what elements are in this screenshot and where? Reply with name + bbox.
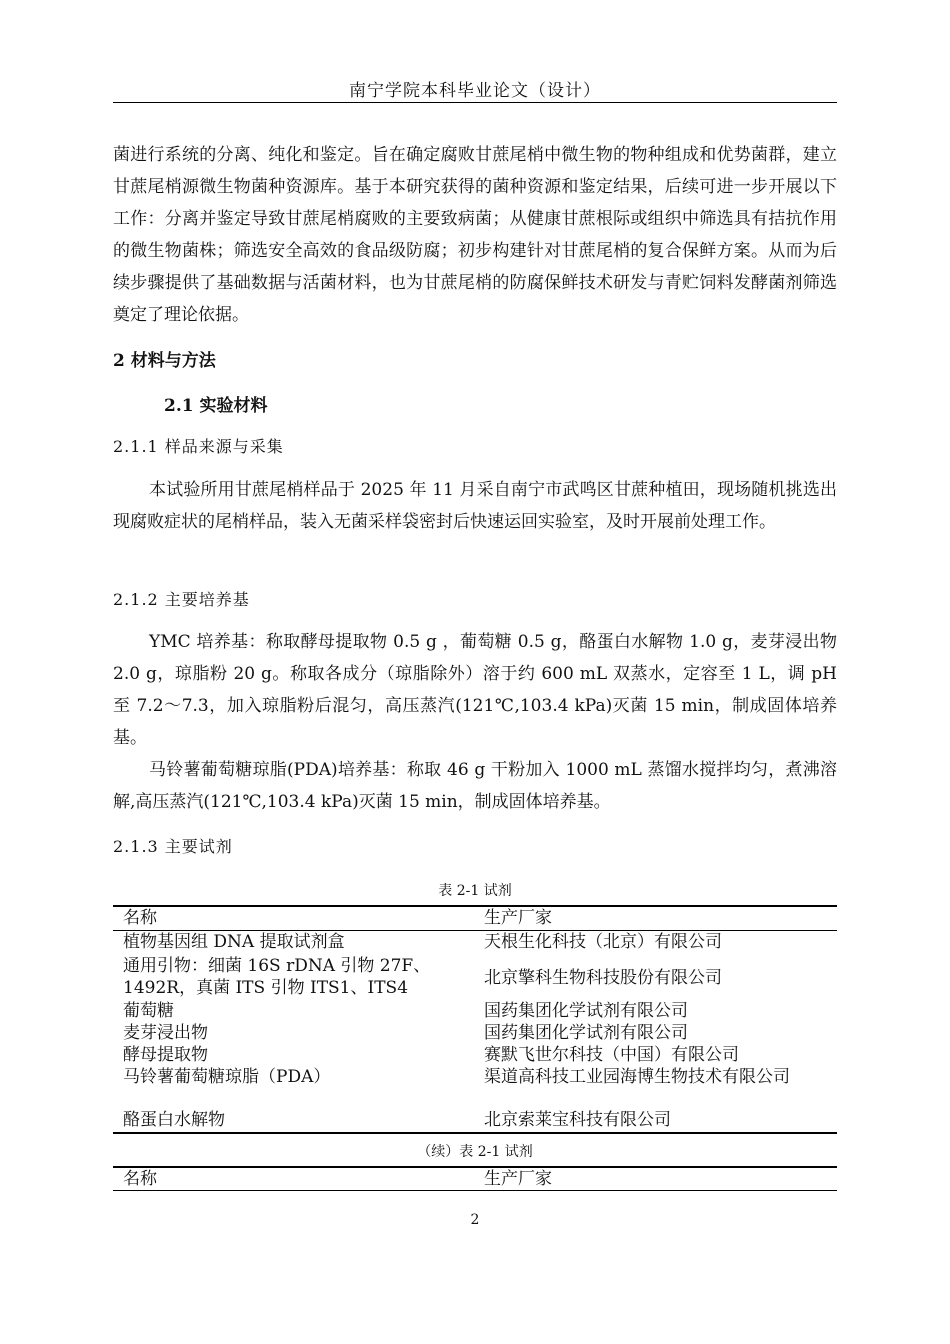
table-cell-maker-7: 北京索莱宝科技有限公司	[484, 1110, 671, 1130]
sample-paragraph: 本试验所用甘蔗尾梢样品于 2025 年 11 月采自南宁市武鸣区甘蔗种植田，现场随机挑选出现腐败症状的尾梢样品，装入无菌采样袋密封后快速运回实验室，及时开展前处理工作。	[113, 480, 837, 532]
section-heading-2-1-3: 2.1.3 主要试剂	[113, 837, 233, 856]
table-cell-maker-3: 国药集团化学试剂有限公司	[484, 1001, 688, 1021]
section-heading-2: 2 材料与方法	[113, 351, 216, 371]
section-heading-2-1-1: 2.1.1 样品来源与采集	[113, 437, 284, 456]
table-caption: 表 2-1 试剂	[438, 883, 512, 899]
running-header: 南宁学院本科毕业论文（设计）	[349, 81, 601, 101]
table-cell-name-6: 马铃薯葡萄糖琼脂（PDA）	[123, 1067, 331, 1087]
table-cell-maker-6: 渠道高科技工业园海博生物技术有限公司	[484, 1067, 790, 1087]
table-cell-maker-1: 天根生化科技（北京）有限公司	[484, 932, 722, 952]
table-cell-name-4: 麦芽浸出物	[123, 1023, 208, 1043]
table-bottom-rule	[113, 1132, 837, 1134]
table-cont-header-rule	[113, 1190, 837, 1191]
page-number: 2	[470, 1212, 480, 1228]
table-header-maker: 生产厂家	[484, 908, 552, 928]
table-cell-name-1: 植物基因组 DNA 提取试剂盒	[123, 932, 345, 952]
table-header-name: 名称	[123, 908, 157, 928]
table-cell-maker-4: 国药集团化学试剂有限公司	[484, 1023, 688, 1043]
section-heading-2-1-2: 2.1.2 主要培养基	[113, 590, 250, 609]
table-cell-maker-5: 赛默飞世尔科技（中国）有限公司	[484, 1045, 739, 1065]
pda-paragraph: 马铃薯葡萄糖琼脂(PDA)培养基：称取 46 g 干粉加入 1000 mL 蒸馏水搅拌均匀，煮沸溶解,高压蒸汽(121℃,103.4 kPa)灭菌 15 min，制成固体培养基。	[113, 760, 837, 812]
table-cell-name-2: 通用引物：细菌 16S rDNA 引物 27F、1492R，真菌 ITS 引物 ITS1、ITS4	[123, 956, 431, 998]
section-heading-2-1: 2.1 实验材料	[164, 396, 268, 416]
table-cell-name-5: 酵母提取物	[123, 1045, 208, 1065]
table-cell-name-7: 酪蛋白水解物	[123, 1110, 225, 1130]
table-cell-maker-2: 北京擎科生物科技股份有限公司	[484, 968, 722, 988]
ymc-paragraph: YMC 培养基：称取酵母提取物 0.5 g ，葡萄糖 0.5 g，酪蛋白水解物 1.0 g，麦芽浸出物 2.0 g，琼脂粉 20 g。称取各成分（琼脂除外）溶于约 600 mL 双蒸水，定容至 1 L，调 pH 至 7.2～7.3，加入琼脂粉后混匀，高压蒸汽(121℃,103.4 kPa)灭菌 15 min，制成固体培养基。	[113, 632, 837, 748]
header-rule	[113, 102, 837, 103]
table-cont-caption: （续）表 2-1 试剂	[417, 1144, 533, 1160]
table-cont-header-name: 名称	[123, 1169, 157, 1189]
table-cell-name-3: 葡萄糖	[123, 1001, 174, 1021]
intro-paragraph: 菌进行系统的分离、纯化和鉴定。旨在确定腐败甘蔗尾梢中微生物的物种组成和优势菌群，建立甘蔗尾梢源微生物菌种资源库。基于本研究获得的菌种资源和鉴定结果，后续可进一步开展以下工作：分离并鉴定导致甘蔗尾梢腐败的主要致病菌；从健康甘蔗根际或组织中筛选具有拮抗作用的微生物菌株；筛选安全高效的食品级防腐；初步构建针对甘蔗尾梢的复合保鲜方案。从而为后续步骤提供了基础数据与活菌材料，也为甘蔗尾梢的防腐保鲜技术研发与青贮饲料发酵菌剂筛选奠定了理论依据。	[113, 145, 837, 325]
table-cont-header-maker: 生产厂家	[484, 1169, 552, 1189]
